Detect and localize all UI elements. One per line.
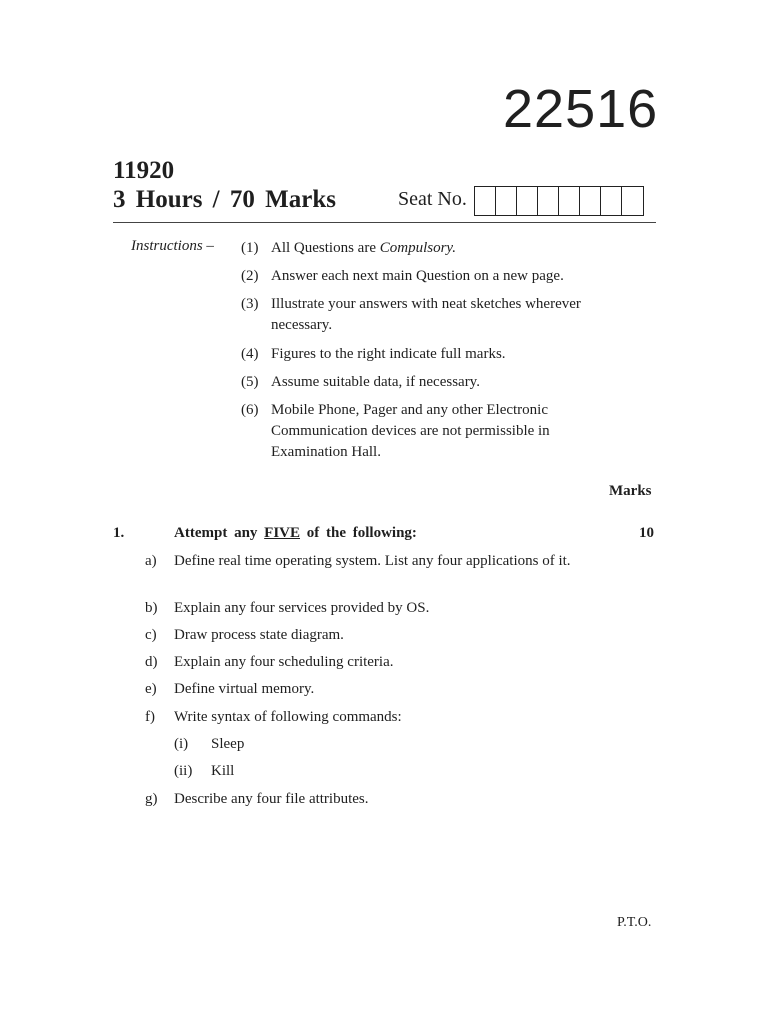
instructions-label: Instructions – bbox=[131, 238, 214, 254]
instruction-number: (3) bbox=[241, 296, 259, 312]
seat-number-box[interactable] bbox=[496, 187, 517, 215]
subpart-text: Kill bbox=[211, 763, 235, 779]
part-label: e) bbox=[145, 681, 157, 697]
question-marks: 10 bbox=[639, 525, 654, 541]
instruction-text: All Questions are bbox=[271, 240, 380, 256]
instruction-item bbox=[241, 344, 641, 365]
subpart-text: Sleep bbox=[211, 736, 245, 752]
exam-duration: 3 Hours / 70 Marks bbox=[113, 186, 336, 213]
part-text: Explain any four services provided by OS. bbox=[174, 600, 430, 616]
seat-number-box[interactable] bbox=[580, 187, 601, 215]
question-part bbox=[145, 652, 615, 672]
part-text: Draw process state diagram. bbox=[174, 627, 344, 643]
seat-number-boxes[interactable] bbox=[474, 186, 644, 216]
instruction-text: Illustrate your answers with neat sketches wherever necessary. bbox=[271, 296, 581, 333]
question-subpart bbox=[174, 761, 234, 781]
part-text: Explain any four scheduling criteria. bbox=[174, 654, 394, 670]
question-subpart bbox=[174, 734, 244, 754]
part-text: Write syntax of following commands: bbox=[174, 709, 402, 725]
seat-number-box[interactable] bbox=[538, 187, 559, 215]
seat-number-box[interactable] bbox=[475, 187, 496, 215]
instruction-number: (6) bbox=[241, 402, 259, 418]
seat-number-box[interactable] bbox=[601, 187, 622, 215]
instruction-number: (5) bbox=[241, 374, 259, 390]
question-part bbox=[145, 679, 615, 699]
seat-number-box[interactable] bbox=[559, 187, 580, 215]
instruction-text: Figures to the right indicate full marks. bbox=[271, 346, 506, 362]
part-text: Describe any four file attributes. bbox=[174, 791, 369, 807]
instruction-text: Answer each next main Question on a new page. bbox=[271, 268, 564, 284]
seat-number-box[interactable] bbox=[622, 187, 643, 215]
part-label: g) bbox=[145, 791, 158, 807]
part-label: f) bbox=[145, 709, 155, 725]
subpart-label: (i) bbox=[174, 736, 189, 752]
question-title-text: Attempt any bbox=[174, 525, 265, 541]
question-title bbox=[174, 525, 417, 542]
question-part bbox=[145, 598, 615, 618]
seat-number-label: Seat No. bbox=[398, 188, 467, 210]
part-label: d) bbox=[145, 654, 158, 670]
question-part bbox=[145, 551, 595, 571]
question-part bbox=[145, 707, 615, 727]
question-part bbox=[145, 625, 615, 645]
subpart-label: (ii) bbox=[174, 763, 193, 779]
please-turn-over: P.T.O. bbox=[617, 915, 652, 930]
instruction-item bbox=[241, 294, 641, 336]
instruction-text: Assume suitable data, if necessary. bbox=[271, 374, 480, 390]
instruction-number: (4) bbox=[241, 346, 259, 362]
subject-code: 11920 bbox=[113, 157, 175, 184]
instruction-item bbox=[241, 372, 641, 393]
instruction-text: Mobile Phone, Pager and any other Electronic Communication devices are not permissible in Examination Hall. bbox=[271, 402, 550, 460]
marks-column-heading: Marks bbox=[609, 483, 652, 499]
question-part bbox=[145, 789, 615, 809]
part-label: a) bbox=[145, 553, 157, 569]
question-title-emphasis: FIVE bbox=[264, 525, 300, 541]
instruction-item bbox=[241, 238, 641, 259]
instruction-number: (1) bbox=[241, 240, 259, 256]
question-title-text: of the following: bbox=[300, 525, 417, 541]
part-text: Define virtual memory. bbox=[174, 681, 315, 697]
part-text: Define real time operating system. List any four applications of it. bbox=[174, 553, 571, 569]
header-divider bbox=[113, 222, 656, 223]
instruction-number: (2) bbox=[241, 268, 259, 284]
part-label: b) bbox=[145, 600, 158, 616]
question-number: 1. bbox=[113, 525, 125, 541]
seat-number-box[interactable] bbox=[517, 187, 538, 215]
instruction-item bbox=[241, 400, 611, 463]
instruction-item bbox=[241, 266, 641, 287]
instruction-emphasis: Compulsory. bbox=[379, 240, 456, 256]
paper-code: 22516 bbox=[503, 79, 659, 139]
part-label: c) bbox=[145, 627, 157, 643]
